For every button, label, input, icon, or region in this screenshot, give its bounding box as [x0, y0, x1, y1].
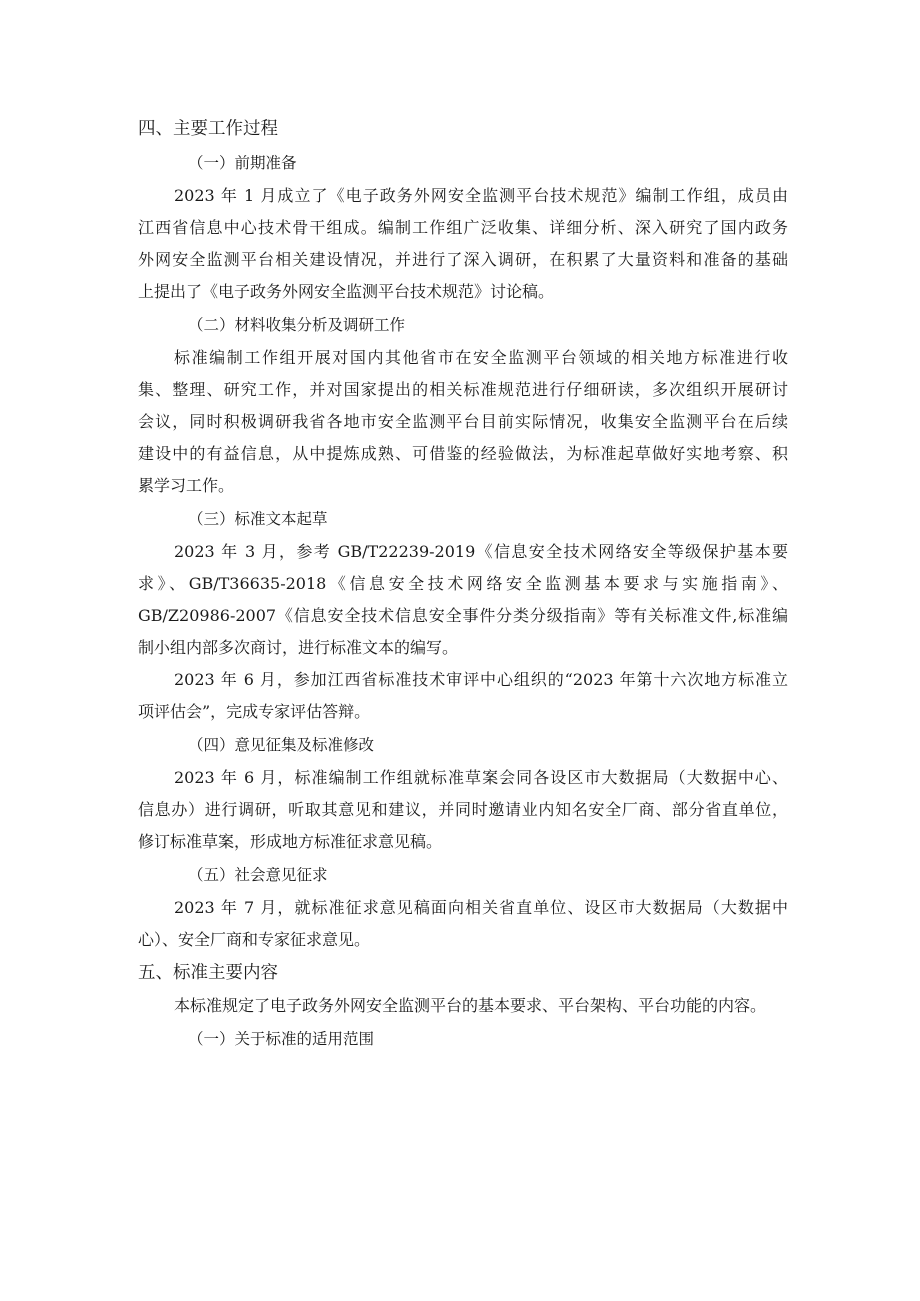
paragraph-line: 修订标准草案，形成地方标准征求意见稿。	[138, 832, 443, 851]
paragraph-line: 2023 年 1 月成立了《电子政务外网安全监测平台技术规范》编制工作组，成员由	[174, 186, 788, 205]
section-5-heading: 五、标准主要内容	[138, 963, 278, 983]
paragraph-line: 江西省信息中心技术骨干组成。编制工作组广泛收集、详细分析、深入研究了国内政务	[138, 218, 788, 237]
paragraph-line: 上提出了《电子政务外网安全监测平台技术规范》讨论稿。	[138, 282, 555, 301]
paragraph-line: 求》、GB/T36635-2018《信息安全技术网络安全监测基本要求与实施指南》、	[138, 574, 788, 593]
paragraph-line: 信息办）进行调研，听取其意见和建议，并同时邀请业内知名安全厂商、部分省直单位，	[138, 800, 788, 819]
paragraph-line: 集、整理、研究工作，并对国家提出的相关标准规范进行仔细研读，多次组织开展研讨	[138, 380, 788, 399]
paragraph-line: 标准编制工作组开展对国内其他省市在安全监测平台领域的相关地方标准进行收	[174, 348, 788, 367]
paragraph-line: GB/Z20986-2007《信息安全技术信息安全事件分类分级指南》等有关标准文件,标准编	[138, 606, 788, 625]
paragraph-line: 2023 年 7 月，就标准征求意见稿面向相关省直单位、设区市大数据局（大数据中	[174, 898, 788, 917]
paragraph-line: 累学习工作。	[138, 476, 235, 495]
paragraph-line: 2023 年 6 月，标准编制工作组就标准草案会同各设区市大数据局（大数据中心、	[174, 768, 788, 787]
paragraph-line: 外网安全监测平台相关建设情况，并进行了深入调研，在积累了大量资料和准备的基础	[138, 250, 788, 269]
subsection-5-heading: （五）社会意见征求	[188, 866, 328, 884]
subsection-3-heading: （三）标准文本起草	[188, 510, 328, 528]
paragraph-line: 心）、安全厂商和专家征求意见。	[138, 930, 371, 949]
paragraph-line: 项评估会”，完成专家评估答辩。	[138, 702, 371, 721]
paragraph-line: 制小组内部多次商讨，进行标准文本的编写。	[138, 638, 459, 657]
paragraph-line: 本标准规定了电子政务外网安全监测平台的基本要求、平台架构、平台功能的内容。	[174, 996, 767, 1015]
paragraph-line: 建设中的有益信息，从中提炼成熟、可借鉴的经验做法，为标准起草做好实地考察、积	[138, 444, 788, 463]
section-5-subsection-1-heading: （一）关于标准的适用范围	[188, 1030, 375, 1048]
paragraph-line: 会议，同时积极调研我省各地市安全监测平台目前实际情况，收集安全监测平台在后续	[138, 412, 788, 431]
subsection-1-heading: （一）前期准备	[188, 154, 297, 172]
document-body	[138, 112, 788, 1056]
subsection-2-heading: （二）材料收集分析及调研工作	[188, 316, 406, 334]
paragraph-line: 2023 年 3 月，参考 GB/T22239-2019《信息安全技术网络安全等级保护基本要	[174, 542, 788, 561]
section-4-heading: 四、主要工作过程	[138, 119, 278, 139]
paragraph-line: 2023 年 6 月，参加江西省标准技术审评中心组织的“2023 年第十六次地方标准立	[174, 670, 788, 689]
subsection-4-heading: （四）意见征集及标准修改	[188, 736, 375, 754]
